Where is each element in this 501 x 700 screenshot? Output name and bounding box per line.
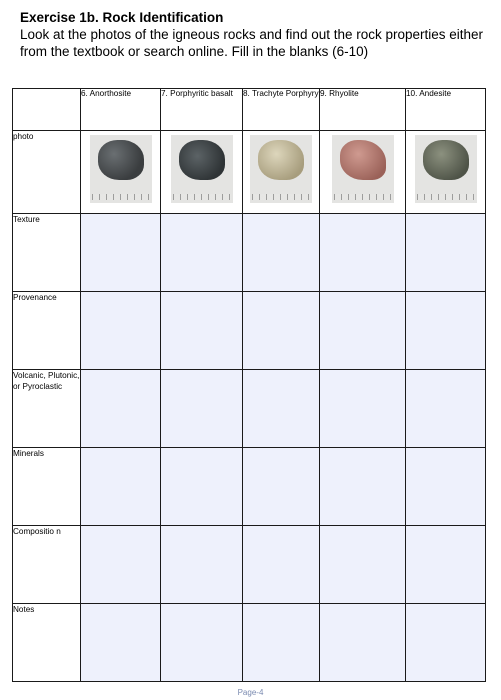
rock-specimen-trachyte-porphyry <box>258 140 304 180</box>
photo-cell-anorthosite <box>81 131 161 214</box>
answer-cell[interactable] <box>161 604 243 682</box>
scale-ruler <box>173 194 231 200</box>
answer-cell[interactable] <box>81 526 161 604</box>
answer-cell[interactable] <box>243 604 320 682</box>
scale-ruler <box>334 194 392 200</box>
answer-cell[interactable] <box>161 292 243 370</box>
photo-cell-rhyolite <box>320 131 406 214</box>
rock-photo-trachyte-porphyry <box>250 135 312 203</box>
texture-row <box>13 214 486 292</box>
answer-cell[interactable] <box>243 214 320 292</box>
answer-cell[interactable] <box>320 526 406 604</box>
minerals-row <box>13 448 486 526</box>
column-header-trachyte-porphyry: 8. Trachyte Porphyry <box>243 89 320 131</box>
answer-cell[interactable] <box>81 604 161 682</box>
page-footer: Page-4 <box>237 688 264 697</box>
column-header-rhyolite: 9. Rhyolite <box>320 89 406 131</box>
rock-specimen-anorthosite <box>98 140 144 180</box>
rock-photo-porphyritic-basalt <box>171 135 233 203</box>
header-row <box>13 89 486 131</box>
rock-photo-rhyolite <box>332 135 394 203</box>
composition-row <box>13 526 486 604</box>
answer-cell[interactable] <box>81 370 161 448</box>
row-label-composition: Compositio n <box>13 526 81 604</box>
answer-cell[interactable] <box>320 292 406 370</box>
answer-cell[interactable] <box>406 292 486 370</box>
answer-cell[interactable] <box>243 370 320 448</box>
exercise-title: Exercise 1b. Rock Identification <box>20 10 224 25</box>
row-label-provenance: Provenance <box>13 292 81 370</box>
answer-cell[interactable] <box>161 214 243 292</box>
column-header-porphyritic-basalt: 7. Porphyritic basalt <box>161 89 243 131</box>
answer-cell[interactable] <box>406 214 486 292</box>
answer-cell[interactable] <box>243 448 320 526</box>
answer-cell[interactable] <box>406 370 486 448</box>
row-label-photo: photo <box>13 131 81 214</box>
answer-cell[interactable] <box>161 448 243 526</box>
rock-photo-andesite <box>415 135 477 203</box>
exercise-instructions: Look at the photos of the igneous rocks and find out the rock properties either from the textbook or search online. Fill in the blanks (6-10) <box>20 27 484 59</box>
answer-cell[interactable] <box>243 292 320 370</box>
photo-cell-andesite <box>406 131 486 214</box>
answer-cell[interactable] <box>161 526 243 604</box>
row-label-volcanic-plutonic-pyroclastic: Volcanic, Plutonic, or Pyroclastic <box>13 370 81 448</box>
rock-identification-table <box>12 88 486 682</box>
rock-specimen-andesite <box>423 140 469 180</box>
photo-cell-porphyritic-basalt <box>161 131 243 214</box>
answer-cell[interactable] <box>243 526 320 604</box>
row-label-texture: Texture <box>13 214 81 292</box>
column-header-anorthosite: 6. Anorthosite <box>81 89 161 131</box>
rock-specimen-porphyritic-basalt <box>179 140 225 180</box>
answer-cell[interactable] <box>406 526 486 604</box>
scale-ruler <box>92 194 150 200</box>
corner-cell <box>13 89 81 131</box>
rock-specimen-rhyolite <box>340 140 386 180</box>
answer-cell[interactable] <box>161 370 243 448</box>
answer-cell[interactable] <box>320 604 406 682</box>
scale-ruler <box>417 194 475 200</box>
photo-cell-trachyte-porphyry <box>243 131 320 214</box>
answer-cell[interactable] <box>81 292 161 370</box>
notes-row <box>13 604 486 682</box>
answer-cell[interactable] <box>406 448 486 526</box>
photo-row <box>13 131 486 214</box>
row-label-minerals: Minerals <box>13 448 81 526</box>
row-label-notes: Notes <box>13 604 81 682</box>
scale-ruler <box>252 194 310 200</box>
rock-photo-anorthosite <box>90 135 152 203</box>
volcanic-plutonic-pyroclastic-row <box>13 370 486 448</box>
answer-cell[interactable] <box>320 370 406 448</box>
answer-cell[interactable] <box>81 448 161 526</box>
answer-cell[interactable] <box>320 214 406 292</box>
column-header-andesite: 10. Andesite <box>406 89 486 131</box>
answer-cell[interactable] <box>406 604 486 682</box>
provenance-row <box>13 292 486 370</box>
answer-cell[interactable] <box>81 214 161 292</box>
answer-cell[interactable] <box>320 448 406 526</box>
